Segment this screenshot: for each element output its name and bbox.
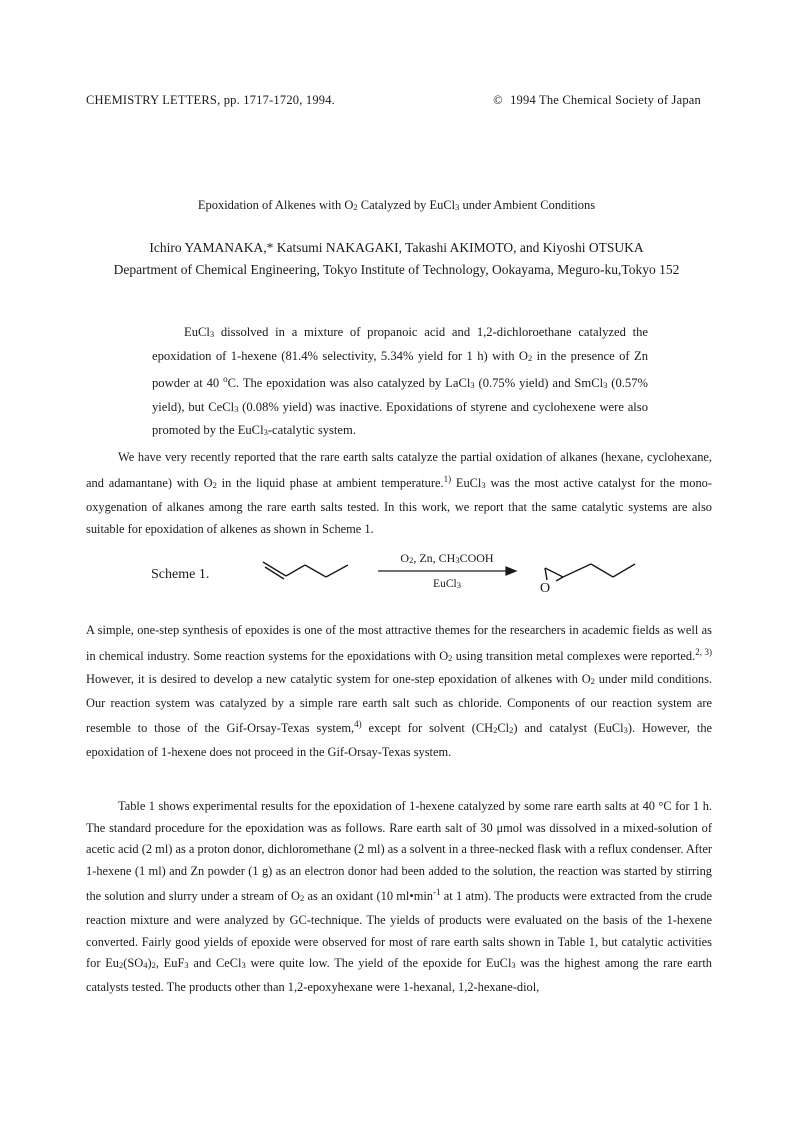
body-subscript: 3 [511,960,516,971]
body-subscript: 2 [300,893,305,904]
body-text: ) and catalyst (EuCl [513,721,624,736]
reference-marker: 1) [443,474,452,484]
body-text: We have very recently reported that the rare earth salts catalyze the partial oxidation of alkanes (hexane, cyclohexane, and adamantane) with O [86,450,712,490]
body-paragraph-2 [86,620,712,764]
body-text: Cl [497,721,510,736]
body-text: (SO [123,956,144,971]
title-text: under Ambient Conditions [459,198,596,212]
reference-marker: 2, 3) [695,646,712,657]
hexene-structure [263,562,348,579]
body-subscript: 2 [151,960,156,971]
author-list: Ichiro YAMANAKA,* Katsumi NAKAGAKI, Takashi AKIMOTO, and Kiyoshi OTSUKA [149,240,644,255]
body-subscript: 3 [184,960,189,971]
body-paragraph-3 [86,796,712,998]
copyright-text: 1994 The Chemical Society of Japan [510,93,701,107]
abstract-subscript: 3 [470,380,475,390]
body-text: ) [147,956,152,971]
hexene-double-bond-1 [263,562,286,576]
abstract-subscript: 3 [603,380,608,390]
abstract-subscript: 2 [528,352,533,363]
body-subscript: 3 [241,960,246,971]
body-text: as an oxidant (10 ml•min [304,889,433,904]
epoxide-ring-bond [556,577,563,581]
epoxide-oxygen-label: O [540,581,551,596]
body-subscript: 2 [590,676,595,687]
reaction-arrow [378,567,516,575]
journal-citation: CHEMISTRY LETTERS, pp. 1717-1720, 1994. [86,93,336,107]
body-text: using transition metal complexes were reported. [452,648,696,663]
body-subscript: 2 [212,480,217,490]
abstract-text: -catalytic system. [267,423,356,437]
body-text: Table 1 shows experimental results for the epoxidation of 1-hexene catalyzed by some rare earth salts at 40 °C for 1 h. The standard procedure for the epoxidation was as follows. Rare earth salt of 30 μmol was dissolved in a mixed-solution of acetic acid (2 ml) as a proton donor, dichloromethane (2 ml) as a solvent in a three-necked flask with a reflux condenser. After 1-hexene (1 ml) and Zn powder (1 g) as an electron donor had been added to the solution, the reaction was started by stirring the solution and slurry under a stream of O [86,799,712,904]
epoxide-chain-bond [563,564,591,577]
body-subscript: 2 [448,652,453,663]
affiliation: Department of Chemical Engineering, Tokyo Institute of Technology, Ookayama, Meguro-ku,Tokyo 152 [113,262,680,277]
epoxide-ring-bond [545,568,547,580]
copyright-line [493,93,701,108]
body-text: , EuF [155,956,185,971]
body-subscript: 2 [509,725,514,736]
arrow-head [506,567,516,575]
title-subscript: 2 [353,202,358,212]
abstract-superscript: o [223,374,228,384]
body-text: in the liquid phase at ambient temperature. [216,476,444,490]
title-subscript: 3 [455,202,460,212]
body-subscript: 2 [493,725,498,736]
body-text: and CeCl [188,956,242,971]
hexene-bond [326,565,348,577]
body-subscript: 3 [481,480,486,490]
abstract-subscript: 3 [234,403,239,414]
abstract-text: C. The epoxidation was also catalyzed by LaCl [227,376,471,390]
abstract-text: (0.08% yield) was inactive. Epoxidations of styrene and cyclohexene were also promoted by the EuCl [152,399,648,437]
body-text: was the most active catalyst for the mono-oxygenation of alkanes among the rare earth salts tested. In this work, we report that the same catalytic systems are also suitable for epoxidation of alkenes as shown in Scheme 1. [86,476,712,536]
abstract-subscript: 3 [263,427,268,437]
body-subscript: 4 [143,960,148,971]
body-text: ). However, the epoxidation of 1-hexene does not proceed in the Gif-Orsay-Texas system. [86,721,713,759]
abstract-text: dissolved in a mixture of propanoic acid and 1,2-dichloroethane catalyzed the epoxidation of 1-hexene (81.4% selectivity, 5.34% yield for 1 h) with O [152,325,648,363]
abstract-subscript: 3 [209,329,215,339]
hexene-bond [305,565,326,577]
body-text: A simple, one-step synthesis of epoxides is one of the most attractive themes for the researchers in academic fields as well as in chemical industry. Some reaction systems for the epoxidations with O [86,623,712,663]
article-title [0,198,793,213]
body-subscript: 2 [118,960,124,971]
reference-marker: 4) [354,719,362,730]
abstract [152,322,648,444]
copyright-icon: © [493,93,503,107]
body-text: at 1 atm). The products were extracted from the crude reaction mixture and were analyzed by GC-technique. The yields of products were evaluated on the basis of the 1-hexene converted. Fairly good yields of epoxide were observed for most of rare earth salts shown in Table 1, but catalytic activities for Eu [86,889,713,971]
epoxide-structure [545,564,635,581]
body-text: EuCl [451,476,482,490]
abstract-text: (0.75% yield) and SmCl [474,376,604,390]
epoxide-ring-bond [545,568,563,577]
body-text: except for solvent (CH [361,721,494,736]
abstract-text: (0.57% yield), but CeCl [152,376,648,414]
title-text: Epoxidation of Alkenes with O [197,198,354,212]
abstract-text: in the presence of Zn powder at 40 [152,348,648,390]
title-text: Catalyzed by EuCl [357,198,456,212]
abstract-text: EuCl [184,325,210,339]
epoxide-chain-bond [613,564,635,577]
reaction-catalyst: EuCl$_3$ [433,578,461,590]
body-text: under mild conditions. Our reaction system was catalyzed by a simple rare earth salt such as chloride. Components of our reaction system are resemble to those of the Gif-Orsay-Texas system, [86,672,713,736]
hexene-bond [286,565,305,576]
scheme-label: Scheme 1. [151,567,210,582]
epoxide-chain-bond [591,564,613,577]
reaction-conditions-top: $O_2$, Zn, $CH_3COOH$ [400,551,494,565]
intro-paragraph [86,446,712,540]
body-text: However, it is desired to develop a new catalytic system for one-step epoxidation of alkenes with O [86,672,591,687]
body-superscript: -1 [432,887,441,898]
body-text: was the highest among the rare earth catalysts tested. The products other than 1,2-epoxyhexane were 1-hexanal, 1,2-hexane-diol, [86,956,713,994]
body-subscript: 3 [623,725,628,736]
body-text: were quite low. The yield of the epoxide for EuCl [245,956,512,971]
